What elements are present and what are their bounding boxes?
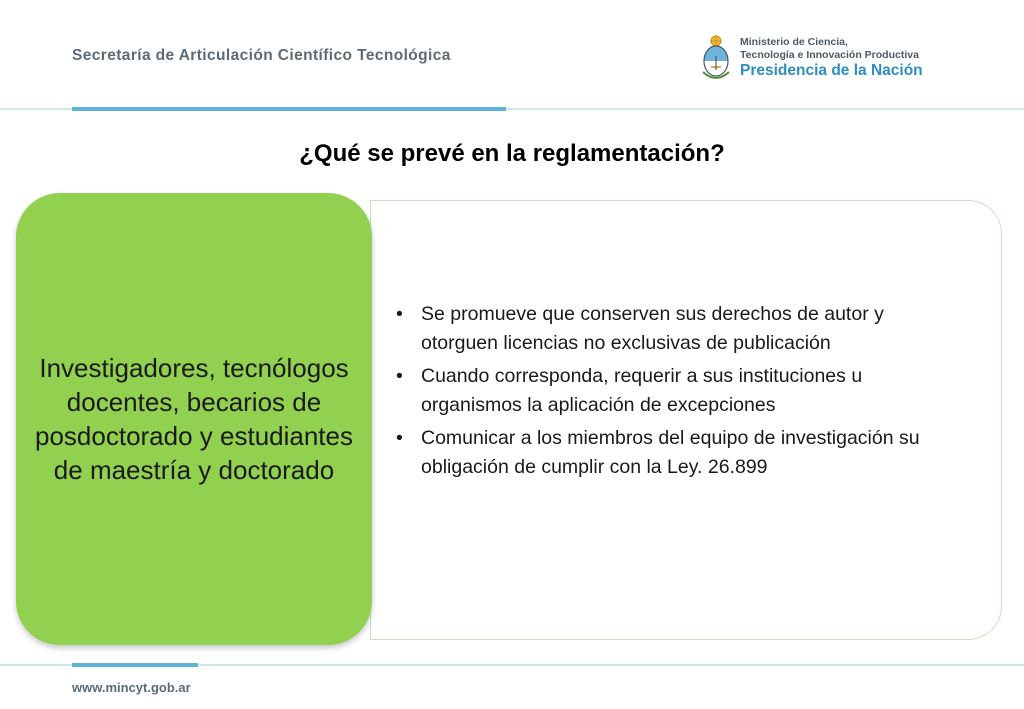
bullet-text: Cuando corresponda, requerir a sus instituciones u organismos la aplicación de excepciones [421, 365, 863, 416]
logo-text [740, 36, 923, 80]
bullet-text: Comunicar a los miembros del equipo de investigación su obligación de cumplir con la Ley. 26.899 [421, 427, 920, 478]
header-title: Secretaría de Articulación Científico Tecnológica [72, 47, 451, 64]
slide-title: ¿Qué se prevé en la reglamentación? [299, 140, 725, 167]
argentina-coat-of-arms-icon [700, 34, 732, 80]
bullet-list [396, 300, 956, 486]
audience-text: Investigadores, tecnólogos docentes, becarios de posdoctorado y estudiantes de maestría y doctorado [35, 353, 353, 485]
footer-divider-accent [72, 663, 198, 667]
bullet-item [396, 362, 956, 420]
bullet-item [396, 300, 956, 358]
bullet-dot: • [396, 427, 403, 449]
header-divider-accent [72, 107, 506, 111]
logo-line-presidency: Presidencia de la Nación [740, 62, 923, 79]
bullet-dot: • [396, 303, 403, 325]
ministry-logo [700, 34, 1000, 84]
logo-line-technology: Tecnología e Innovación Productiva [740, 49, 919, 61]
bullet-item [396, 424, 956, 482]
audience-box [16, 193, 372, 645]
bullet-text: Se promueve que conserven sus derechos de autor y otorguen licencias no exclusivas de publicación [421, 303, 884, 354]
logo-line-ministry: Ministerio de Ciencia, [740, 36, 848, 48]
bullet-dot: • [396, 365, 403, 387]
footer-url: www.mincyt.gob.ar [72, 680, 191, 695]
